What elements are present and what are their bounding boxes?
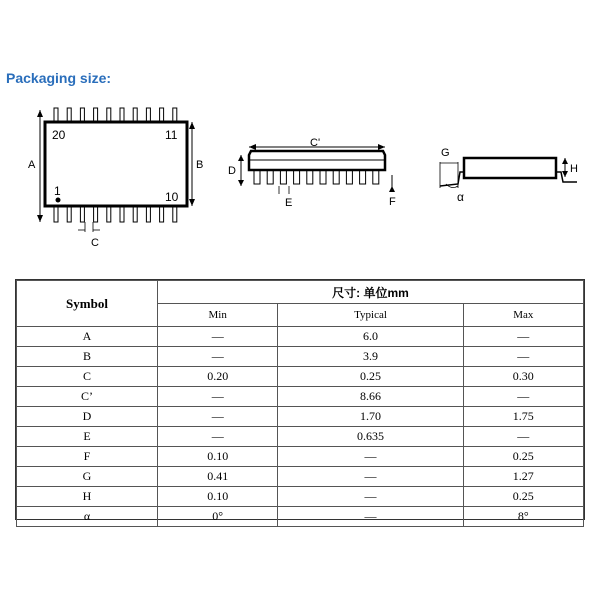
pin-20-label: 20 (52, 128, 66, 142)
package-pin (267, 170, 273, 184)
pin-11-label: 11 (165, 128, 178, 142)
unit-header: 尺寸: 单位mm (158, 281, 584, 304)
min-cell: — (158, 347, 278, 367)
min-cell: 0.20 (158, 367, 278, 387)
max-cell: 8° (463, 507, 583, 527)
package-diagram (0, 100, 600, 250)
max-cell: — (463, 347, 583, 367)
package-pin (133, 206, 137, 222)
package-pin (373, 170, 379, 184)
symbol-cell: α (17, 507, 158, 527)
max-cell: 0.30 (463, 367, 583, 387)
max-cell: — (463, 387, 583, 407)
package-pin (67, 206, 71, 222)
package-pin (346, 170, 352, 184)
dim-a-label: A (28, 159, 36, 171)
package-pin (254, 170, 260, 184)
table-row (17, 367, 584, 387)
package-pin (80, 206, 84, 222)
package-pin (67, 108, 71, 122)
dim-h-label: H (570, 163, 578, 175)
max-header: Max (463, 304, 583, 327)
package-pin (54, 108, 58, 122)
min-cell: — (158, 427, 278, 447)
package-pin (133, 108, 137, 122)
min-cell: 0° (158, 507, 278, 527)
dim-c-label: C (91, 237, 99, 249)
table-row (17, 347, 584, 367)
table-row (17, 447, 584, 467)
package-pin (107, 206, 111, 222)
max-cell: — (463, 327, 583, 347)
table-row (17, 327, 584, 347)
min-header: Min (158, 304, 278, 327)
table-row (17, 387, 584, 407)
typical-cell: — (278, 447, 463, 467)
table-row (17, 407, 584, 427)
typical-header: Typical (278, 304, 463, 327)
pin-10-label: 10 (165, 190, 179, 204)
typical-cell: 0.635 (278, 427, 463, 447)
symbol-header: Symbol (17, 281, 158, 327)
package-pin (360, 170, 366, 184)
package-pin (107, 108, 111, 122)
table-row (17, 467, 584, 487)
package-pin (320, 170, 326, 184)
pin-1-label: 1 (54, 184, 61, 198)
dim-g-label: G (441, 147, 450, 159)
typical-cell: — (278, 487, 463, 507)
max-cell: 0.25 (463, 447, 583, 467)
min-cell: 0.41 (158, 467, 278, 487)
package-pin (94, 206, 98, 222)
symbol-cell: F (17, 447, 158, 467)
package-pin (173, 108, 177, 122)
package-pin (146, 108, 150, 122)
symbol-cell: C (17, 367, 158, 387)
symbol-cell: B (17, 347, 158, 367)
package-pin (160, 206, 164, 222)
typical-cell: — (278, 507, 463, 527)
dim-b-label: B (196, 159, 204, 171)
top-view (37, 108, 195, 232)
dim-d-label: D (228, 165, 236, 177)
dim-e-label: E (285, 197, 293, 209)
end-view (440, 158, 577, 188)
max-cell: 1.27 (463, 467, 583, 487)
symbol-cell: A (17, 327, 158, 347)
min-cell: — (158, 387, 278, 407)
min-cell: 0.10 (158, 447, 278, 467)
package-pin (280, 170, 286, 184)
package-pin (120, 108, 124, 122)
dim-f-label: F (389, 196, 396, 208)
min-cell: — (158, 407, 278, 427)
package-pin (54, 206, 58, 222)
table-row (17, 427, 584, 447)
dim-c-prime-label: C' (310, 137, 321, 149)
symbol-cell: C’ (17, 387, 158, 407)
max-cell: — (463, 427, 583, 447)
package-pin (94, 108, 98, 122)
table-row (17, 487, 584, 507)
package-pin (294, 170, 300, 184)
dimension-table (16, 280, 584, 527)
package-pin (173, 206, 177, 222)
min-cell: — (158, 327, 278, 347)
package-pin (160, 108, 164, 122)
package-pin (333, 170, 339, 184)
typical-cell: 8.66 (278, 387, 463, 407)
max-cell: 1.75 (463, 407, 583, 427)
typical-cell: 0.25 (278, 367, 463, 387)
typical-cell: 3.9 (278, 347, 463, 367)
max-cell: 0.25 (463, 487, 583, 507)
table-row (17, 507, 584, 527)
dim-alpha-label: α (457, 190, 464, 204)
symbol-cell: D (17, 407, 158, 427)
side-view (238, 144, 395, 194)
package-pin (146, 206, 150, 222)
package-pin (80, 108, 84, 122)
package-pin (307, 170, 313, 184)
symbol-cell: G (17, 467, 158, 487)
symbol-cell: H (17, 487, 158, 507)
page-heading: Packaging size: (6, 70, 112, 86)
symbol-cell: E (17, 427, 158, 447)
typical-cell: — (278, 467, 463, 487)
typical-cell: 6.0 (278, 327, 463, 347)
package-pin (120, 206, 124, 222)
min-cell: 0.10 (158, 487, 278, 507)
typical-cell: 1.70 (278, 407, 463, 427)
